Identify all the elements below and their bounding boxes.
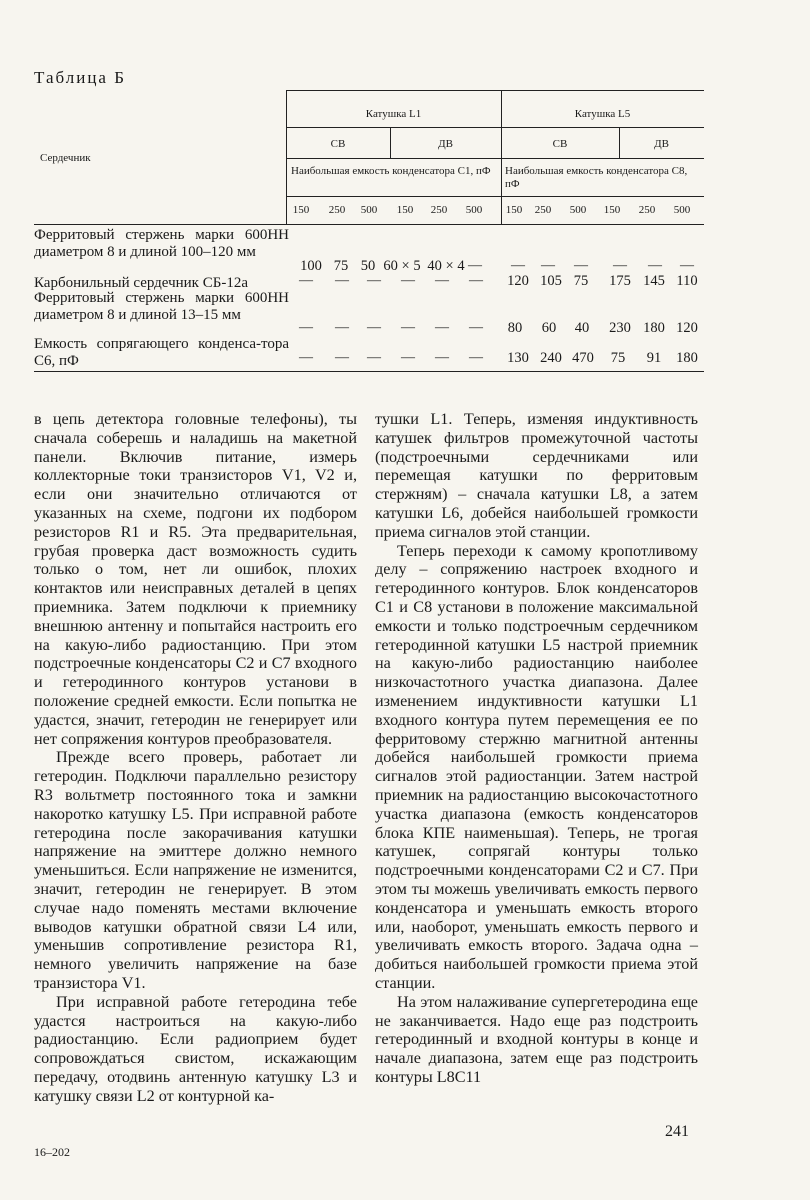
sub-col-7: 150 (505, 204, 523, 216)
table-cell: 80 (507, 320, 523, 336)
table-rule-bands (286, 158, 704, 159)
table-cell: — (469, 273, 483, 288)
table-cell: — (299, 320, 313, 335)
table-title: Таблица Б (34, 68, 126, 87)
table-cell: 105 (540, 273, 562, 289)
row-label-ferrite-short: Ферритовый стержень марки 600НН диаметром 8 и длиной 13–15 мм (34, 290, 289, 323)
table-cell: 180 (643, 320, 665, 336)
table-cell: — (469, 350, 483, 365)
table-cell: — (401, 320, 415, 335)
left-text-column (34, 410, 357, 1105)
table-cell: — (367, 350, 381, 365)
table-cell: — (335, 273, 349, 288)
band-sv-l1: СВ (330, 138, 346, 150)
table-cell: 120 (507, 273, 529, 289)
sub-col-5: 250 (430, 204, 448, 216)
table-cell: 100 (300, 258, 322, 274)
left-paragraph-2: Прежде всего проверь, работает ли гетеродин. Подключи параллельно резистору R3 вольтметр постоянного тока и замкни накоротко катушку L5. При исправной работе гетеродина после закорачивания катушки напряжение на эмиттере должно немного уменьшиться. Если напряжение не изменится, значит, гетеродин не генерирует. В этом случае надо поменять местами включение выводов катушки обратной связи L4 или, уменьшив сопротивление резистора R1, немного увеличить напряжение на базе транзистора V1. (34, 748, 357, 992)
row-label-carbonyl: Карбонильный сердечник СБ-12а (34, 275, 248, 291)
table-rule-head-bottom (34, 224, 704, 225)
table-stub-header: Сердечник (40, 152, 91, 164)
table-cell: — (401, 350, 415, 365)
table-cell: — (468, 258, 482, 273)
sub-col-2: 250 (328, 204, 346, 216)
table-cell: — (299, 350, 313, 365)
table-cell: — (511, 258, 525, 273)
table-cell: 145 (643, 273, 665, 289)
table-cell: 40 × 4 (427, 258, 465, 274)
coil-l5-header: Катушка L5 (574, 108, 631, 120)
signature-mark: 16–202 (34, 1145, 70, 1159)
sub-col-10: 150 (603, 204, 621, 216)
table-cell: 470 (572, 350, 594, 366)
table-cell: — (335, 350, 349, 365)
table-cell: 40 (574, 320, 590, 336)
table-cell: 180 (676, 350, 698, 366)
table-cell: 75 (573, 273, 589, 289)
table-cell: 50 (360, 258, 376, 274)
band-sv-l5: СВ (552, 138, 568, 150)
row-label-capacitor-c6: Емкость сопрягающего конденса-тора С6, пФ (34, 336, 289, 369)
table-cell: — (367, 320, 381, 335)
sub-col-6: 500 (465, 204, 483, 216)
sub-col-4: 150 (396, 204, 414, 216)
cap-c8-header: Наибольшая емкость конденсатора С8, пФ (505, 165, 688, 190)
table-cell: 75 (333, 258, 349, 274)
sub-col-3: 500 (360, 204, 378, 216)
right-paragraph-1: тушки L1. Теперь, изменяя индуктивность катушек фильтров промежуточной частоты (подстроечными сердечниками или перемещая катушки по ферритовым стержням) – сначала катушки L8, а затем катушки L6, добейся наибольшей громкости приема сигналов этой станции. (375, 410, 698, 541)
table-top-rule (286, 90, 704, 91)
sub-col-9: 500 (569, 204, 587, 216)
table-cell: — (435, 350, 449, 365)
table-cell: 240 (540, 350, 562, 366)
sub-col-12: 500 (673, 204, 691, 216)
left-paragraph-3: При исправной работе гетеродина тебе удастся настроиться на какую-либо радиостанцию. Если радиоприем будет сопровождаться свистом, искажающим передачу, отодвинь антенную катушку L3 и катушку связи L2 от контурной ка- (34, 992, 357, 1105)
band-dv-l1: ДВ (438, 138, 453, 150)
table-cell: — (541, 258, 555, 273)
sub-col-1: 150 (292, 204, 310, 216)
table-cell: — (574, 258, 588, 273)
table-cell: — (613, 258, 627, 273)
table-cell: — (435, 320, 449, 335)
table-bottom-rule (34, 371, 704, 372)
table-cell: 75 (610, 350, 626, 366)
cap-c1-header: Наибольшая емкость конденсатора С1, пФ (291, 165, 491, 177)
table-cell: 120 (676, 320, 698, 336)
table-cell: — (680, 258, 694, 273)
table-cell: — (367, 273, 381, 288)
table-cell: — (648, 258, 662, 273)
band-dv-l5: ДВ (654, 138, 669, 150)
table-cell: 230 (609, 320, 631, 336)
table-cell: 91 (646, 350, 662, 366)
table-cell: — (469, 320, 483, 335)
left-paragraph-1: в цепь детектора головные телефоны), ты сначала соберешь и наладишь на макетной панели. Включив питание, измерь коллекторные токи транзисторов V1, V2 и, если они значительно отличаются от указанных на схеме, подгони их подбором резисторов R1 и R5. Эта предварительная, грубая проверка даст возможность судить только о том, нет ли ошибок, плохих контактов или неисправных деталей в цепях приемника. Затем подключи к приемнику внешнюю антенну и попытайся настроить его на какую-либо радиостанцию. При этом подстроечные конденсаторы С2 и С7 входного и гетеродинного контуров установи в положение средней емкости. Если попытка не удастся, значит, гетеродин не генерирует или нет сопряжения контуров преобразователя. (34, 410, 357, 748)
table-cell: — (299, 273, 313, 288)
table-cell: 110 (676, 273, 698, 289)
table-rule-caps (286, 196, 704, 197)
sub-col-8: 250 (534, 204, 552, 216)
table-cell: 175 (609, 273, 631, 289)
table-cell: — (435, 273, 449, 288)
right-text-column (375, 410, 698, 1087)
sub-col-11: 250 (638, 204, 656, 216)
table-cell: 130 (507, 350, 529, 366)
table-cell: 60 × 5 (383, 258, 421, 274)
table-cell: — (335, 320, 349, 335)
page-number: 241 (665, 1123, 689, 1140)
table-cell: 60 (541, 320, 557, 336)
right-paragraph-3: На этом налаживание супергетеродина еще не заканчивается. Надо еще раз подстроить гетеродинный и входной контуры в конце и начале диапазона, затем еще раз подстроить контуры L8C11 (375, 992, 698, 1086)
right-paragraph-2: Теперь переходи к самому кропотливому делу – сопряжению настроек входного и гетеродинного контуров. Блок конденсаторов С1 и С8 установи в положение максимальной емкости и только подстроечным сердечником гетеродинной катушки L5 настрой приемник на какую-либо радиостанцию наиболее низкочастотного участка диапазона. Далее изменением индуктивности катушки L1 входного контура путем перемещения ее по ферритовому стержню магнитной антенны добейся наибольшей громкости приема сигналов этой радиостанции. Затем настрой приемник на радиостанцию высокочастотного участка диапазона (емкость конденсаторов блока КПЕ наименьшая). Теперь, не трогая катушек, сопрягай контуры только подстроечными конденсаторами С2 и С7. При этом ты можешь увеличивать емкость первого конденсатора и уменьшать емкость второго или, наоборот, уменьшать емкость первого и увеличивать емкость второго. Задача одна – добиться наибольшей громкости приема этой станции. (375, 541, 698, 992)
row-label-ferrite-long: Ферритовый стержень марки 600НН диаметром 8 и длиной 100–120 мм (34, 227, 289, 260)
table-rule-coils (286, 127, 704, 128)
table-cell: — (401, 273, 415, 288)
coil-l1-header: Катушка L1 (365, 108, 422, 120)
